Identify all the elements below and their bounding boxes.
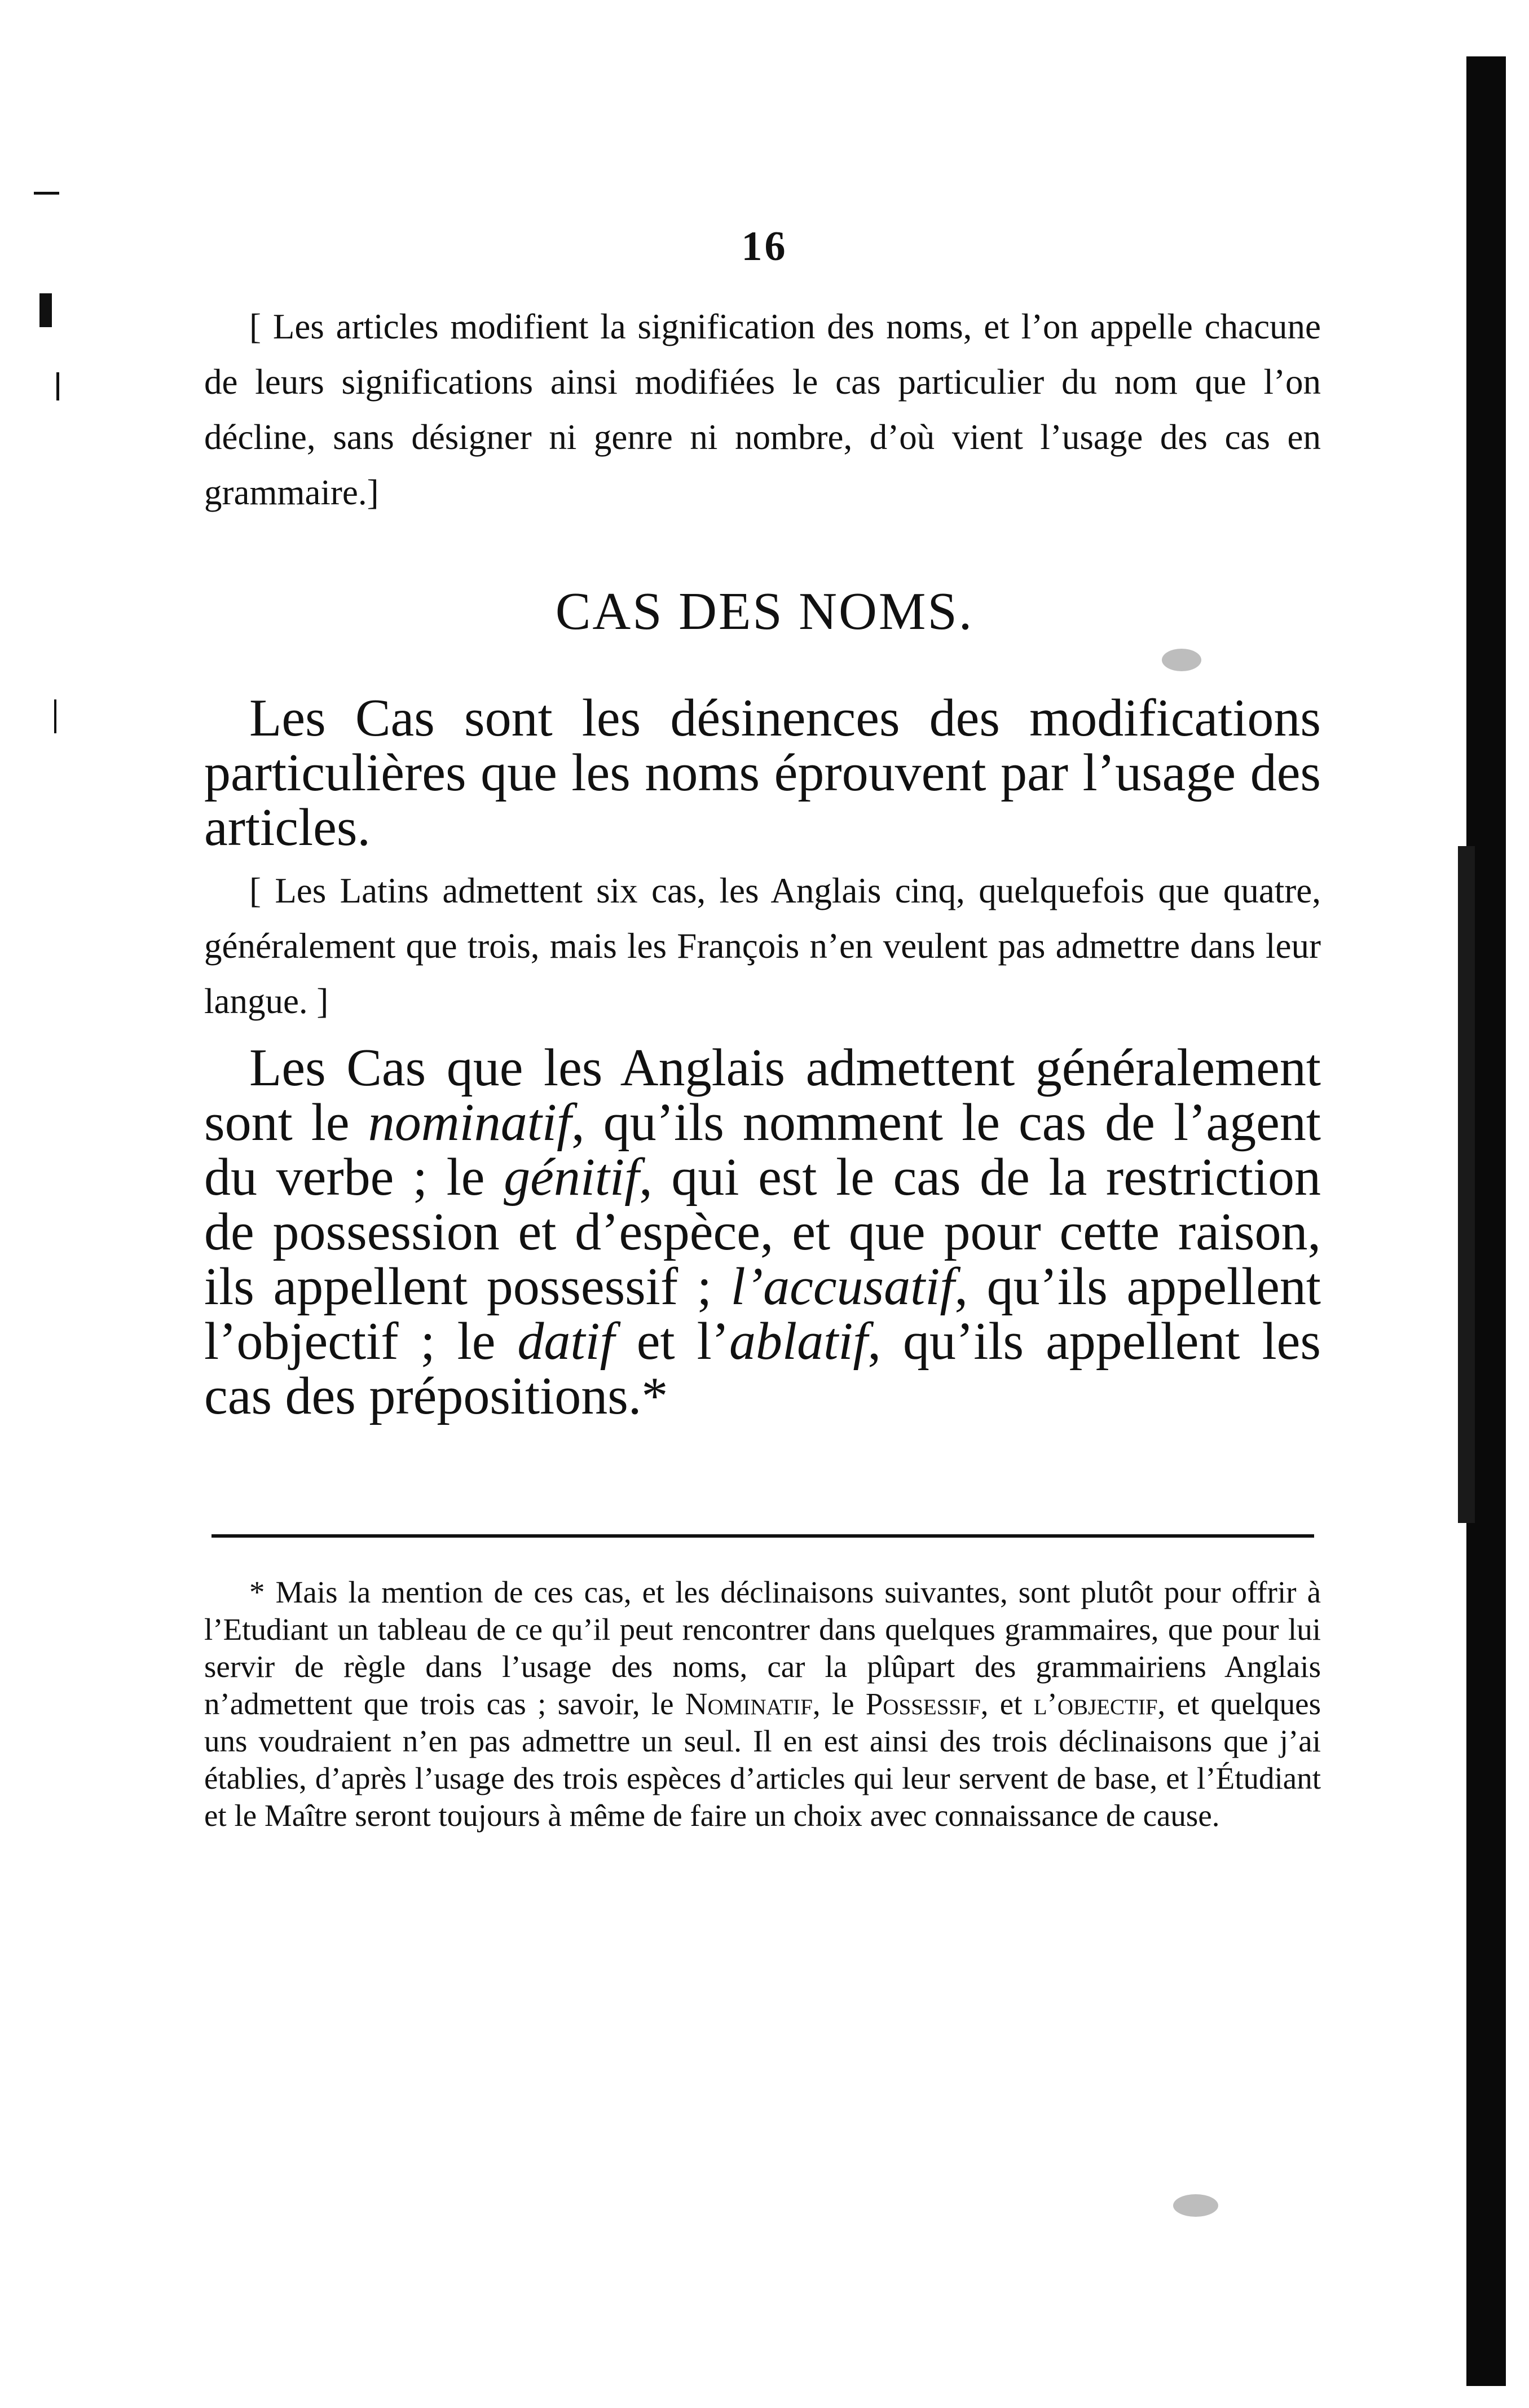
page-spine-edge	[1458, 846, 1475, 1523]
margin-mark	[34, 192, 59, 195]
term-ablatif: ablatif	[729, 1312, 868, 1371]
ink-smudge	[1162, 649, 1201, 671]
text-span: , qu’ils appellent les cas des prépositions.*	[204, 1312, 1321, 1425]
margin-mark	[56, 372, 59, 400]
text-span: , et	[980, 1687, 1034, 1721]
text-span: , et quelques uns voudraient n’en pas admettre un seul. Il en est ainsi des trois déclinaisons que j’ai établies, d’après l’usage des trois espèces d’articles qui leur servent de base, et l’Étudiant et le Maître seront toujours à même de faire un choix avec connaissance de cause.	[204, 1687, 1321, 1833]
bracketed-note-latins: [ Les Latins admettent six cas, les Anglais cinq, quelquefois que quatre, généralement que trois, mais les François n’en veulent pas admettre dans leur langue. ]	[204, 871, 1321, 1021]
bracketed-note-articles: [ Les articles modifient la signification des noms, et l’on appelle chacune de leurs significations ainsi modifiées le cas particulier du nom que l’on décline, sans désigner ni genre ni nombre, d’où vient l’usage des cas en grammaire.]	[204, 307, 1321, 512]
page-number: 16	[741, 223, 788, 270]
section-heading: CAS DES NOMS.	[555, 582, 974, 641]
text-span: , le	[812, 1687, 866, 1721]
ink-smudge	[1173, 2194, 1218, 2217]
footnote	[204, 1574, 1321, 1834]
margin-mark	[54, 699, 56, 733]
margin-mark	[39, 293, 52, 327]
term-genitif: génitif	[504, 1148, 640, 1207]
text-span: , qu’ils nomment le cas de l’agent du verbe ; le	[204, 1093, 1321, 1207]
term-accusatif: l’accusatif	[730, 1257, 955, 1316]
text-span: Les Cas que les Anglais admettent généralement sont le	[204, 1038, 1321, 1152]
paragraph-cases	[204, 1038, 1321, 1425]
paragraph-definition: Les Cas sont les désinences des modifications particulières que les noms éprouvent par l’usage des articles.	[204, 689, 1321, 857]
term-datif: datif	[517, 1312, 615, 1371]
term-possessif-caps: Possessif	[865, 1687, 981, 1721]
text-span: * Mais la mention de ces cas, et les déclinaisons suivantes, sont plutôt pour offrir à l’Etudiant un tableau de ce qu’il peut rencontrer dans quelques grammaires, que pour lui servir de règle dans l’usage des noms, car la plûpart des grammairiens Anglais n’admettent que trois cas ; savoir, le	[204, 1575, 1321, 1721]
text-span: et l’	[614, 1312, 730, 1371]
text-span: , qu’ils appellent l’objectif ; le	[204, 1257, 1321, 1371]
term-nominatif: nominatif	[368, 1093, 572, 1152]
term-nominatif-caps: Nominatif	[685, 1687, 813, 1721]
term-objectif-caps: l’objectif	[1033, 1687, 1158, 1721]
text-span: , qui est le cas de la restriction de possession et d’espèce, et que pour cette raison, ils appellent possessif ;	[204, 1148, 1321, 1316]
footnote-rule	[211, 1534, 1314, 1538]
